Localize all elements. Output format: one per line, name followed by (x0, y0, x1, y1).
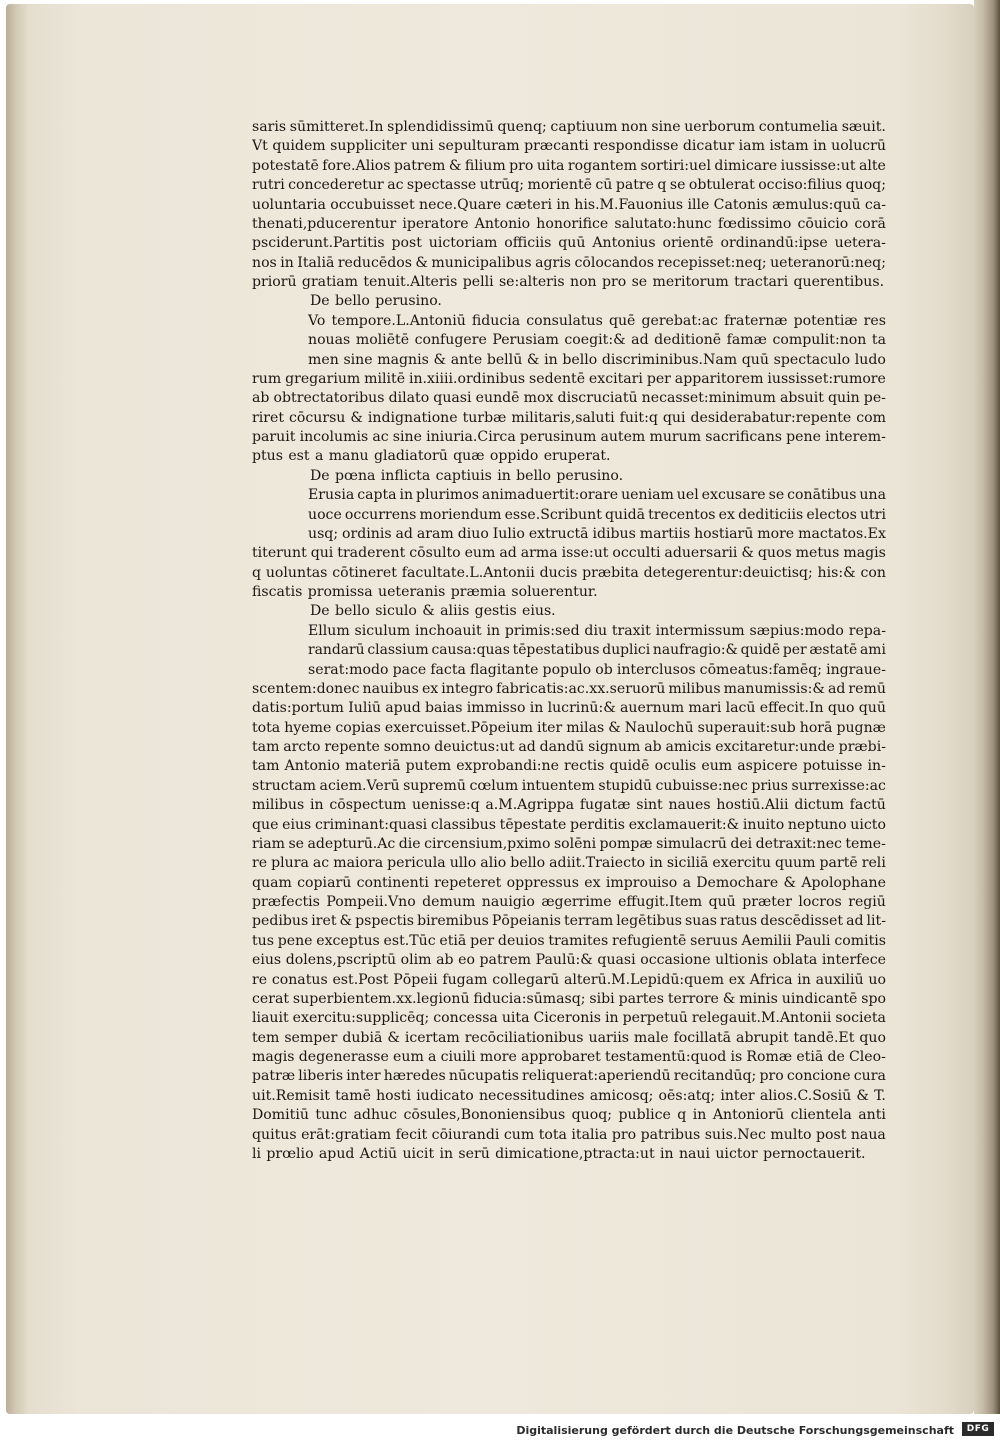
text-line: fiscatis promissa ueteranis præmia soluerentur. (252, 584, 598, 600)
text-line: structam aciem.Verū supremū cœlum intuentem stupidū cubuisse:nec prius surrexisse:ac (252, 777, 886, 794)
text-line: quitus erāt:gratiam fecit cōiurandi cum tota italia pro patribus suis.Nec multo post naua (252, 1126, 886, 1143)
text-line: serat:modo pace facta flagitante populo ob interclusos cōmeatus:famēq; ingraue- (308, 661, 886, 678)
section-heading: De bello perusino. (310, 293, 442, 310)
text-line: scentem:donec nauibus ex integro fabricatis:ac.xx.seruorū milibus manumissis:& ad remū (252, 680, 886, 697)
text-line: ptus est a manu gladiatorū quæ oppido eruperat. (252, 448, 611, 465)
text-line: Vt quidem suppliciter uni sepulturam præcanti respondisse dicatur iam istam in uolucrū (252, 138, 886, 155)
dfg-logo: DFG (962, 1422, 994, 1436)
text-line: riret cōcursu & indignatione turbæ militaris,saluti fuit:q qui desiderabatur:repente com (252, 409, 886, 426)
text-line: rutri concederetur ac spectasse utrūq; morientē cū patre q se obtulerat occiso:filius quoq; (252, 177, 886, 194)
text-line: usq; ordinis ad aram diuo Iulio extructā idibus martiis hostiarū more mactatos.Ex (308, 525, 886, 542)
text-line: uit.Remisit tamē hosti iudicato necessitudines amicosq; oēs:atq; inter alios.C.Sosiū & T. (252, 1087, 886, 1104)
text-line: Ellum siculum inchoauit in primis:sed diu traxit intermissum sæpius:modo repa- (308, 622, 886, 639)
text-line: quam copiarū continenti repeteret oppressus ex improuiso a Demochare & Apolophane (252, 874, 886, 891)
text-line: patræ liberis inter hæredes nūcupatis reliquerat:aperiendū recitandūq; pro concione cura (252, 1068, 886, 1085)
text-line: q uoluntas cōtineret facultate.L.Antonii ducis præbita detegerentur:deuictisq; his:& con (252, 564, 886, 581)
text-line: re plura ac maiora pericula ullo alio bello adiit.Traiecto in siciliā exercitu quum partē reli (252, 855, 886, 872)
text-line: li prœlio apud Actiū uicit in serū dimicatione,ptracta:ut in naui uictor pernoctauerit. (252, 1145, 866, 1162)
text-line: psciderunt.Partitis post uictoriam officiis quū Antonius orientē ordinandū:ipse uetera- (252, 235, 886, 252)
text-line: uoce occurrens moriendum esse.Scribunt quidā trecentos ex dediticiis electos utri (308, 506, 886, 523)
text-line: liauit exercitu:supplicēq; concessa uita Ciceronis in perpetuū relegauit.M.Antonii societa (252, 1010, 886, 1027)
text-line: tem semper dubiā & icertam recōciliationibus uariis male focillatā abrupit tandē.Et quo (252, 1029, 886, 1046)
text-line: saris sūmitteret.In splendidissimū quenq; captiuum non sine uerborum contumelia sæuit. (252, 119, 886, 135)
text-line: que eius criminant:quasi classibus tēpestate perditis exclamauerit:& inuito neptuno uicto (252, 816, 886, 833)
printed-text-block (252, 118, 886, 1164)
text-line: nouas moliētē confugere Perusiam coegit:& ad deditionē famæ compulit:non ta (308, 332, 886, 349)
text-line: tam Antonio materiā putem exprobandi:ne rectis quidē oculis eum aspicere potuisse in- (252, 758, 886, 775)
digitization-credit: Digitalisierung gefördert durch die Deutsche Forschungsgemeinschaft (516, 1424, 954, 1437)
text-line: eius dolens,pscriptū olim ab eo patrem Paulū:& quasi occasione ultionis oblata interfece (252, 952, 886, 969)
text-line: tus pene exceptus est.Tūc etiā per deuios tramites refugientē seruus Aemilii Pauli comitis (252, 932, 886, 949)
text-line: priorū gratiam tenuit.Alteris pelli se:alteris non pro se meritorum tractari querentibus. (252, 274, 885, 290)
text-line: magis degenerasse eum a ciuili more approbaret testamentū:quod is Romæ etiā de Cleo- (252, 1049, 886, 1065)
section-heading: De bello siculo & aliis gestis eius. (310, 603, 556, 620)
text-line: paruit incolumis ac sine iniuria.Circa perusinum autem murum sacrificans pene interem- (252, 429, 886, 445)
text-line: milibus in cōspectum uenisse:q a.M.Agrippa fugatæ sint naues hostiū.Alii dictum factū (252, 797, 886, 814)
section-heading: De pœna inflicta captiuis in bello perusino. (310, 467, 624, 484)
text-line: præfectis Pompeii.Vno demum nauigio ægerrime effugit.Item quū præter locros regiū (252, 894, 886, 910)
text-line: tam arcto repente somno deuictus:ut ad dandū signum ab amicis excitaretur:unde præbi- (252, 739, 886, 755)
text-line: uoluntaria occubuisset nece.Quare cæteri in his.M.Fauonius ille Catonis æmulus:quū ca- (252, 196, 886, 213)
text-line: nos in Italiā reducēdos & municipalibus agris cōlocandos recepisset:neq; ueteranorū:neq; (252, 254, 886, 271)
text-line: pedibus iret & pspectis biremibus Pōpeianis terram legētibus suas ratus descēdisset ad lit- (252, 913, 886, 930)
text-line: tota hyeme copias exercuisset.Pōpeium iter milas & Naulochū superauit:sub horā pugnæ (252, 719, 886, 736)
text-line: datis:portum Iuliū apud baias immisso in lucrinū:& auernum mari lacū effecit.In quo quū (252, 700, 886, 717)
page-gutter-shadow (6, 4, 30, 1414)
text-line: Vo tempore.L.Antoniū fiducia consulatus quē gerebat:ac fraternæ potentiæ res (308, 312, 886, 329)
text-line: potestatē fore.Alios patrem & filium pro uita rogantem sortiri:uel dimicare iussisse:ut alte (252, 157, 886, 174)
page-edge-shadow (974, 0, 1000, 1414)
text-line: riam se adepturū.Ac die circensium,pximo solēni pompæ simulacrū dei detraxit:nec teme- (252, 835, 886, 852)
text-line: randarū classium causa:quas tēpestatibus duplici naufragio:& quidē per æstatē ami (308, 642, 886, 659)
text-line: rum gregarium militē in.xiiii.ordinibus sedentē excitari per apparitorem iussisset:rumore (252, 370, 886, 387)
text-line: titerunt qui traderent cōsulto eum ad arma isse:ut occulti aduersarii & quos metus magis (252, 545, 886, 562)
text-line: men sine magnis & ante bellū & in bello discriminibus.Nam quū spectaculo ludo (308, 351, 886, 368)
text-line: cerat superbientem.xx.legionū fiducia:sūmasq; sibi partes terrore & minis uindicantē spo (252, 990, 886, 1007)
text-line: thenati,pducerentur iperatore Antonio honorifice salutato:hunc fœdissimo cōuicio corā (252, 215, 886, 232)
text-line: Domitiū tunc adhuc cōsules,Bononiensibus quoq; publice q in Antoniorū clientela anti (252, 1107, 886, 1124)
text-line: ab obtrectatoribus dilato quasi eundē mox discruciatū necasset:minimum absuit quin pe- (252, 390, 886, 407)
text-line: re conatus est.Post Pōpeii fugam collegarū alterū.M.Lepidū:quem ex Africa in auxiliū uo (252, 971, 886, 988)
text-line: Erusia capta in plurimos animaduertit:orare ueniam uel excusare se conātibus una (308, 487, 886, 504)
